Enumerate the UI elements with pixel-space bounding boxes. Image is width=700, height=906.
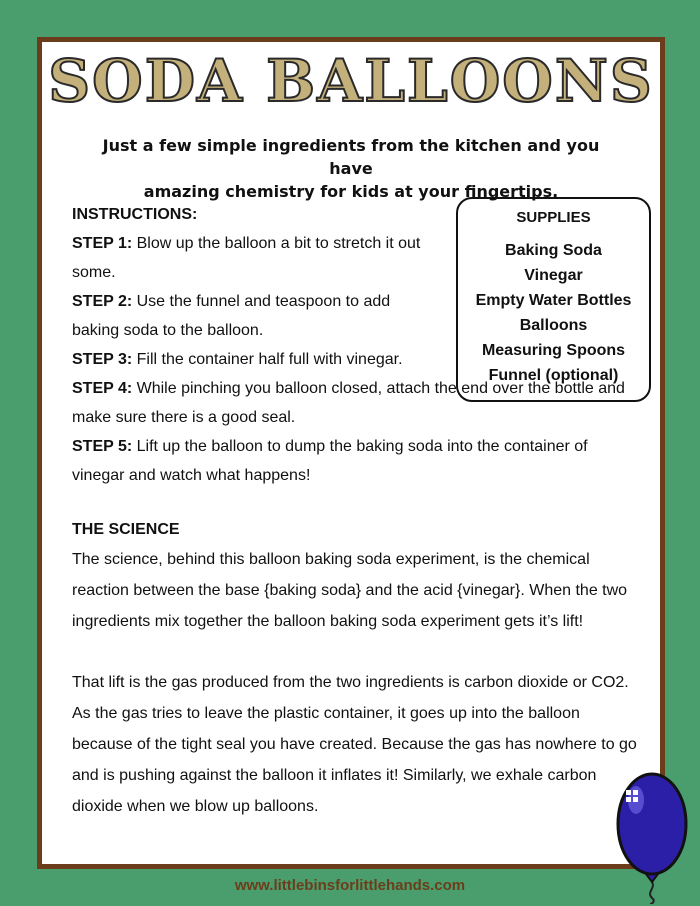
balloon-icon (612, 770, 692, 904)
step-label: STEP 3: (72, 351, 133, 368)
supply-item: Measuring Spoons (481, 342, 626, 359)
step-2 (72, 287, 427, 345)
step-label: STEP 5: (72, 438, 133, 455)
science-paragraph-1: The science, behind this balloon baking soda experiment, is the chemical reaction between the base {baking soda} and the acid {vinegar}. When the two ingredients mix together the balloon baking soda experiment gets it’s lift! (72, 551, 628, 630)
supply-item: Balloons (519, 317, 588, 334)
supply-item: Empty Water Bottles (475, 292, 632, 309)
step-text: Fill the container half full with vinegar. (132, 351, 403, 368)
step-1 (72, 229, 427, 287)
supply-item: Vinegar (524, 267, 583, 284)
supply-item: Funnel (optional) (488, 367, 619, 384)
step-text: While pinching you balloon closed, attach the end over the bottle and make sure there is a good seal. (72, 380, 625, 426)
science-paragraph-2: That lift is the gas produced from the two ingredients is carbon dioxide or CO2. As the gas tries to leave the plastic container, it goes up into the balloon because of the tight seal you have created. Because the gas has nowhere to go and is pushing against the balloon it inflates it! Similarly, we exhale carbon dioxide when we blow up balloons. (72, 674, 637, 815)
step-label: STEP 4: (72, 380, 133, 397)
step-label: STEP 2: (72, 293, 133, 310)
website-footer: www.littlebinsforlittlehands.com (234, 877, 466, 894)
subtitle-line-2: amazing chemistry for kids at your fingertips. (143, 182, 559, 202)
subtitle (82, 134, 620, 204)
step-text: Lift up the balloon to dump the baking soda into the container of vinegar and watch what happens! (72, 438, 588, 484)
supply-item: Baking Soda (505, 242, 602, 259)
worksheet-card (37, 37, 665, 869)
step-text: Use the funnel and teaspoon to add baking soda to the balloon. (72, 293, 391, 339)
step-label: STEP 1: (72, 235, 133, 252)
step-5 (72, 432, 642, 490)
supplies-box (456, 197, 651, 402)
page-title: SODA BALLOONS (48, 47, 654, 115)
supplies-heading: SUPPLIES (516, 209, 591, 226)
instructions-heading: INSTRUCTIONS: (72, 206, 198, 223)
science-heading: THE SCIENCE (72, 521, 180, 538)
step-text: Blow up the balloon a bit to stretch it out some. (72, 235, 421, 281)
subtitle-line-1: Just a few simple ingredients from the kitchen and you have (102, 136, 600, 179)
science-section (72, 516, 642, 822)
